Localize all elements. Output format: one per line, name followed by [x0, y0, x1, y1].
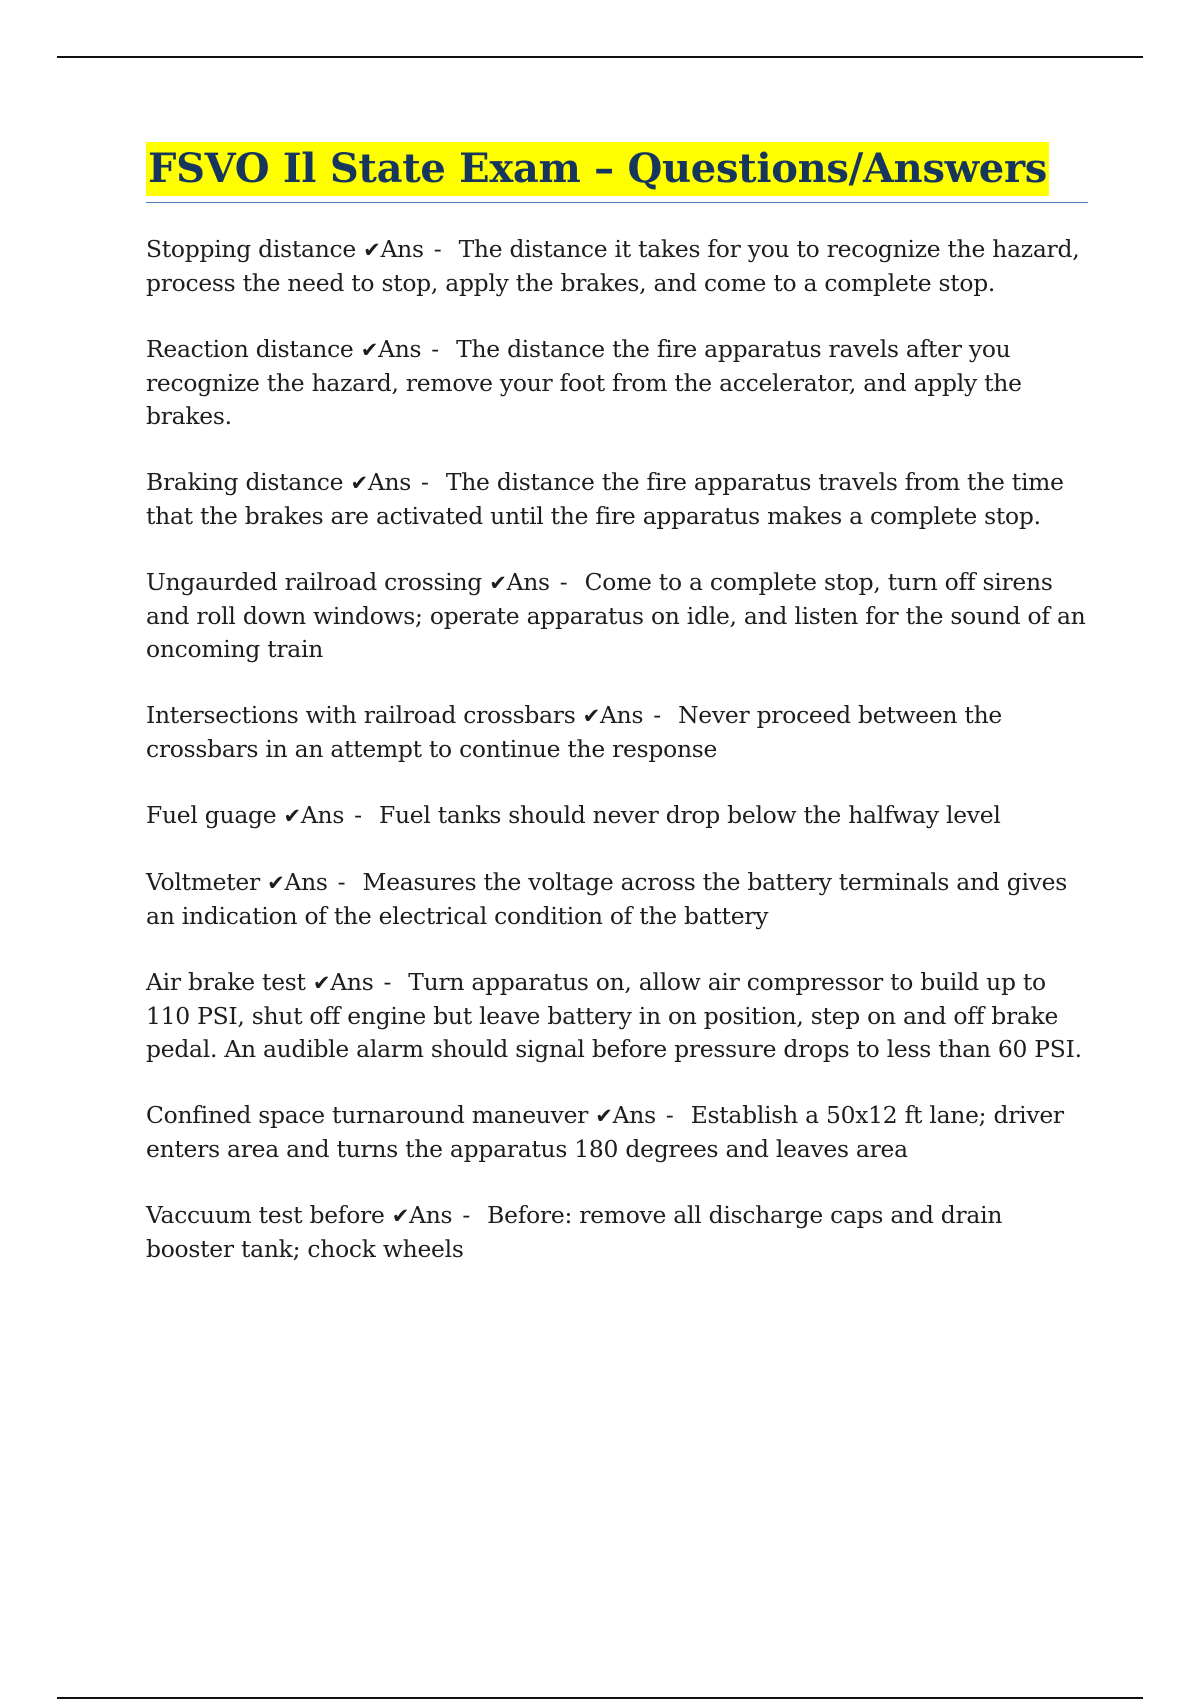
- checkmark-icon: ✔: [267, 871, 285, 895]
- qa-item: [146, 966, 1088, 1066]
- qa-item: [146, 566, 1088, 666]
- checkmark-icon: ✔: [363, 238, 381, 262]
- qa-term: Braking distance: [146, 468, 344, 496]
- qa-item: [146, 1099, 1088, 1166]
- separator-dash: -: [462, 1201, 470, 1229]
- qa-item: [146, 466, 1088, 533]
- checkmark-icon: ✔: [489, 571, 507, 595]
- separator-dash: -: [383, 968, 392, 996]
- document-title: FSVO Il State Exam – Questions/Answers: [146, 142, 1049, 196]
- qa-item: [146, 699, 1088, 766]
- checkmark-icon: ✔: [360, 338, 379, 362]
- qa-answer: The distance the fire apparatus travels from the time that the brakes are activated until the fire apparatus makes a complete stop.: [146, 468, 1064, 530]
- qa-term: Intersections with railroad crossbars: [146, 701, 576, 729]
- title-block: [146, 142, 1088, 203]
- qa-item: [146, 333, 1088, 433]
- separator-dash: -: [431, 335, 439, 363]
- checkmark-icon: ✔: [595, 1104, 613, 1128]
- qa-term: Ungaurded railroad crossing: [146, 568, 483, 596]
- qa-term: Stopping distance: [146, 235, 356, 263]
- qa-item: [146, 799, 1088, 833]
- separator-dash: -: [559, 568, 568, 596]
- qa-list: [146, 233, 1088, 1266]
- qa-answer: Establish a 50x12 ft lane; driver enters area and turns the apparatus 180 degrees and leaves area: [146, 1101, 1064, 1163]
- separator-dash: -: [665, 1101, 674, 1129]
- qa-term: Fuel guage: [146, 801, 277, 829]
- qa-term: Air brake test: [146, 968, 306, 996]
- ans-label: Ans: [378, 335, 422, 363]
- ans-label: Ans: [367, 468, 412, 496]
- separator-dash: -: [653, 701, 661, 729]
- checkmark-icon: ✔: [391, 1204, 410, 1228]
- qa-item: [146, 1199, 1088, 1266]
- ans-label: Ans: [330, 968, 374, 996]
- qa-answer: Measures the voltage across the battery terminals and gives an indication of the electrical condition of the battery: [146, 868, 1067, 930]
- ans-label: Ans: [380, 235, 424, 263]
- separator-dash: -: [433, 235, 442, 263]
- document-body: [146, 142, 1088, 1299]
- qa-answer: Come to a complete stop, turn off sirens and roll down windows; operate apparatus on idle, and listen for the sound of an oncoming train: [146, 568, 1086, 663]
- bottom-rule: [57, 1697, 1143, 1699]
- qa-term: Confined space turnaround maneuver: [146, 1101, 589, 1129]
- checkmark-icon: ✔: [350, 471, 368, 495]
- qa-answer: Before: remove all discharge caps and drain booster tank; chock wheels: [146, 1201, 1003, 1263]
- qa-answer: The distance the fire apparatus ravels after you recognize the hazard, remove your foot from the accelerator, and apply the brakes.: [146, 335, 1022, 430]
- ans-label: Ans: [409, 1201, 453, 1229]
- checkmark-icon: ✔: [312, 971, 331, 995]
- qa-term: Reaction distance: [146, 335, 354, 363]
- separator-dash: -: [421, 468, 429, 496]
- ans-label: Ans: [600, 701, 644, 729]
- qa-answer: Turn apparatus on, allow air compressor to build up to 110 PSI, shut off engine but leave battery in on position, step on and off brake pedal. An audible alarm should signal before pressure drops to less than 60 PSI.: [146, 968, 1082, 1063]
- qa-answer: The distance it takes for you to recognize the hazard, process the need to stop, apply the brakes, and come to a complete stop.: [146, 235, 1080, 297]
- ans-label: Ans: [506, 568, 550, 596]
- checkmark-icon: ✔: [582, 704, 601, 728]
- separator-dash: -: [354, 801, 362, 829]
- qa-item: [146, 866, 1088, 933]
- qa-term: Vaccuum test before: [146, 1201, 385, 1229]
- ans-label: Ans: [300, 801, 345, 829]
- ans-label: Ans: [284, 868, 328, 896]
- checkmark-icon: ✔: [283, 804, 301, 828]
- qa-term: Voltmeter: [146, 868, 260, 896]
- qa-item: [146, 233, 1088, 300]
- separator-dash: -: [337, 868, 346, 896]
- ans-label: Ans: [612, 1101, 656, 1129]
- top-rule: [57, 56, 1143, 58]
- qa-answer: Never proceed between the crossbars in an attempt to continue the response: [146, 701, 1002, 763]
- qa-answer: Fuel tanks should never drop below the halfway level: [378, 801, 1001, 829]
